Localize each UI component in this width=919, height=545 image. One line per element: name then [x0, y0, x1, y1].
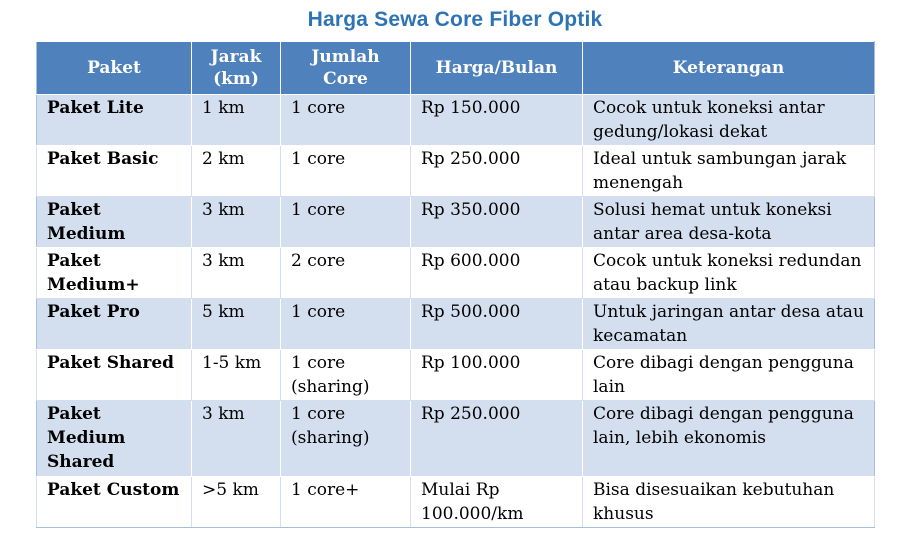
- cell-core: 1 core: [281, 146, 411, 197]
- cell-jarak: 1 km: [192, 95, 281, 146]
- table-row: [37, 95, 875, 146]
- page-title: Harga Sewa Core Fiber Optik: [307, 8, 603, 31]
- cell-harga: Rp 500.000: [411, 299, 583, 350]
- table-row: [37, 401, 875, 477]
- cell-paket: Paket Medium Shared: [37, 401, 192, 477]
- cell-core: 1 core: [281, 299, 411, 350]
- table-row: [37, 248, 875, 299]
- table-row: [37, 299, 875, 350]
- cell-harga: Rp 250.000: [411, 401, 583, 477]
- cell-harga: Rp 150.000: [411, 95, 583, 146]
- cell-harga: Rp 600.000: [411, 248, 583, 299]
- price-table: [36, 41, 875, 528]
- header-jumlah-core: Jumlah Core: [281, 42, 411, 95]
- cell-paket: Paket Pro: [37, 299, 192, 350]
- cell-core: 1 core (sharing): [281, 401, 411, 477]
- table-row: [37, 197, 875, 248]
- cell-jarak: 5 km: [192, 299, 281, 350]
- cell-core: 2 core: [281, 248, 411, 299]
- cell-keterangan: Cocok untuk koneksi antar gedung/lokasi dekat: [583, 95, 875, 146]
- cell-harga: Rp 250.000: [411, 146, 583, 197]
- cell-keterangan: Ideal untuk sambungan jarak menengah: [583, 146, 875, 197]
- cell-core: 1 core (sharing): [281, 350, 411, 401]
- cell-jarak: 2 km: [192, 146, 281, 197]
- cell-keterangan: Bisa disesuaikan kebutuhan khusus: [583, 477, 875, 528]
- cell-paket: Paket Lite: [37, 95, 192, 146]
- table-header-row: [37, 42, 875, 95]
- cell-paket: Paket Custom: [37, 477, 192, 528]
- cell-jarak: >5 km: [192, 477, 281, 528]
- cell-keterangan: Cocok untuk koneksi redundan atau backup link: [583, 248, 875, 299]
- cell-keterangan: Core dibagi dengan pengguna lain: [583, 350, 875, 401]
- cell-core: 1 core: [281, 95, 411, 146]
- cell-jarak: 3 km: [192, 248, 281, 299]
- table-row: [37, 350, 875, 401]
- cell-keterangan: Solusi hemat untuk koneksi antar area desa-kota: [583, 197, 875, 248]
- cell-harga: Mulai Rp 100.000/km: [411, 477, 583, 528]
- cell-harga: Rp 350.000: [411, 197, 583, 248]
- table-row: [37, 146, 875, 197]
- cell-core: 1 core+: [281, 477, 411, 528]
- cell-paket: Paket Shared: [37, 350, 192, 401]
- cell-keterangan: Untuk jaringan antar desa atau kecamatan: [583, 299, 875, 350]
- cell-core: 1 core: [281, 197, 411, 248]
- cell-jarak: 3 km: [192, 197, 281, 248]
- cell-jarak: 3 km: [192, 401, 281, 477]
- header-keterangan: Keterangan: [583, 42, 875, 95]
- header-harga: Harga/Bulan: [411, 42, 583, 95]
- header-paket: Paket: [37, 42, 192, 95]
- cell-harga: Rp 100.000: [411, 350, 583, 401]
- header-jarak: Jarak (km): [192, 42, 281, 95]
- cell-jarak: 1-5 km: [192, 350, 281, 401]
- cell-keterangan: Core dibagi dengan pengguna lain, lebih ekonomis: [583, 401, 875, 477]
- cell-paket: Paket Medium+: [37, 248, 192, 299]
- cell-paket: Paket Basic: [37, 146, 192, 197]
- table-row: [37, 477, 875, 528]
- cell-paket: Paket Medium: [37, 197, 192, 248]
